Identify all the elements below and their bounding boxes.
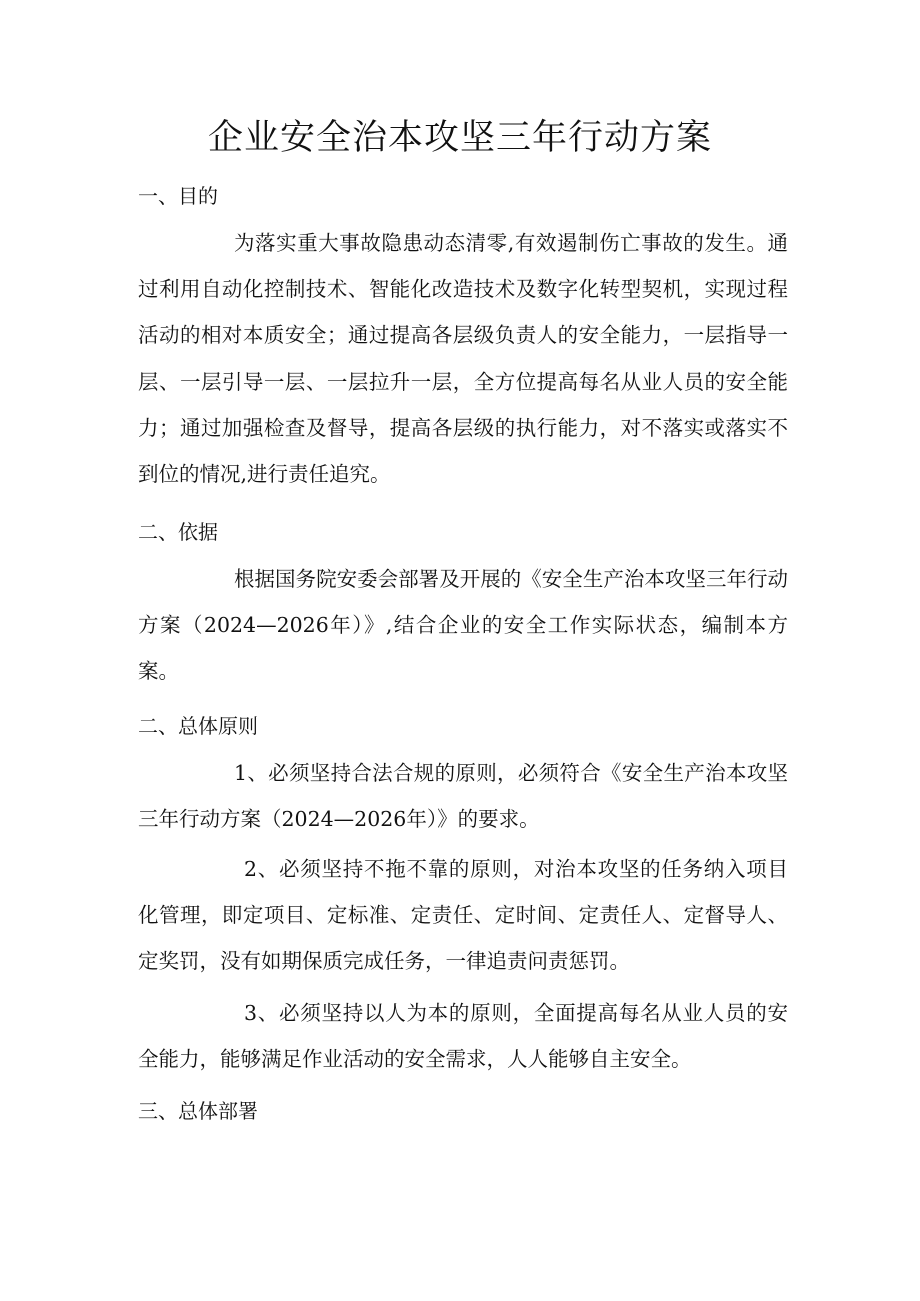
section-heading-deployment: 三、总体部署	[138, 1099, 258, 1123]
principle-item-2: 2、必须坚持不拖不靠的原则，对治本攻坚的任务纳入项目化管理，即定项目、定标准、定责任、定时间、定责任人、定督导人、定奖罚，没有如期保质完成任务，一律追责问责惩罚。	[138, 857, 788, 974]
section-heading-purpose: 一、目的	[138, 184, 218, 208]
document-title: 企业安全治本攻坚三年行动方案	[207, 118, 712, 158]
principle-item-3: 3、必须坚持以人为本的原则，全面提高每名从业人员的安全能力，能够满足作业活动的安全需求，人人能够自主安全。	[138, 1001, 788, 1072]
principle-item-1: 1、必须坚持合法合规的原则，必须符合《安全生产治本攻坚三年行动方案（2024—2026年）》的要求。	[138, 761, 788, 832]
purpose-paragraph: 为落实重大事故隐患动态清零,有效遏制伤亡事故的发生。通过利用自动化控制技术、智能化改造技术及数字化转型契机，实现过程活动的相对本质安全；通过提高各层级负责人的安全能力，一层指导一层、一层引导一层、一层拉升一层，全方位提高每名从业人员的安全能力；通过加强检查及督导，提高各层级的执行能力，对不落实或落实不到位的情况,进行责任追究。	[138, 231, 788, 487]
section-heading-basis: 二、依据	[138, 520, 218, 544]
basis-paragraph: 根据国务院安委会部署及开展的《安全生产治本攻坚三年行动方案（2024—2026年）》,结合企业的安全工作实际状态，编制本方案。	[138, 567, 788, 684]
section-heading-principles: 二、总体原则	[138, 714, 258, 738]
